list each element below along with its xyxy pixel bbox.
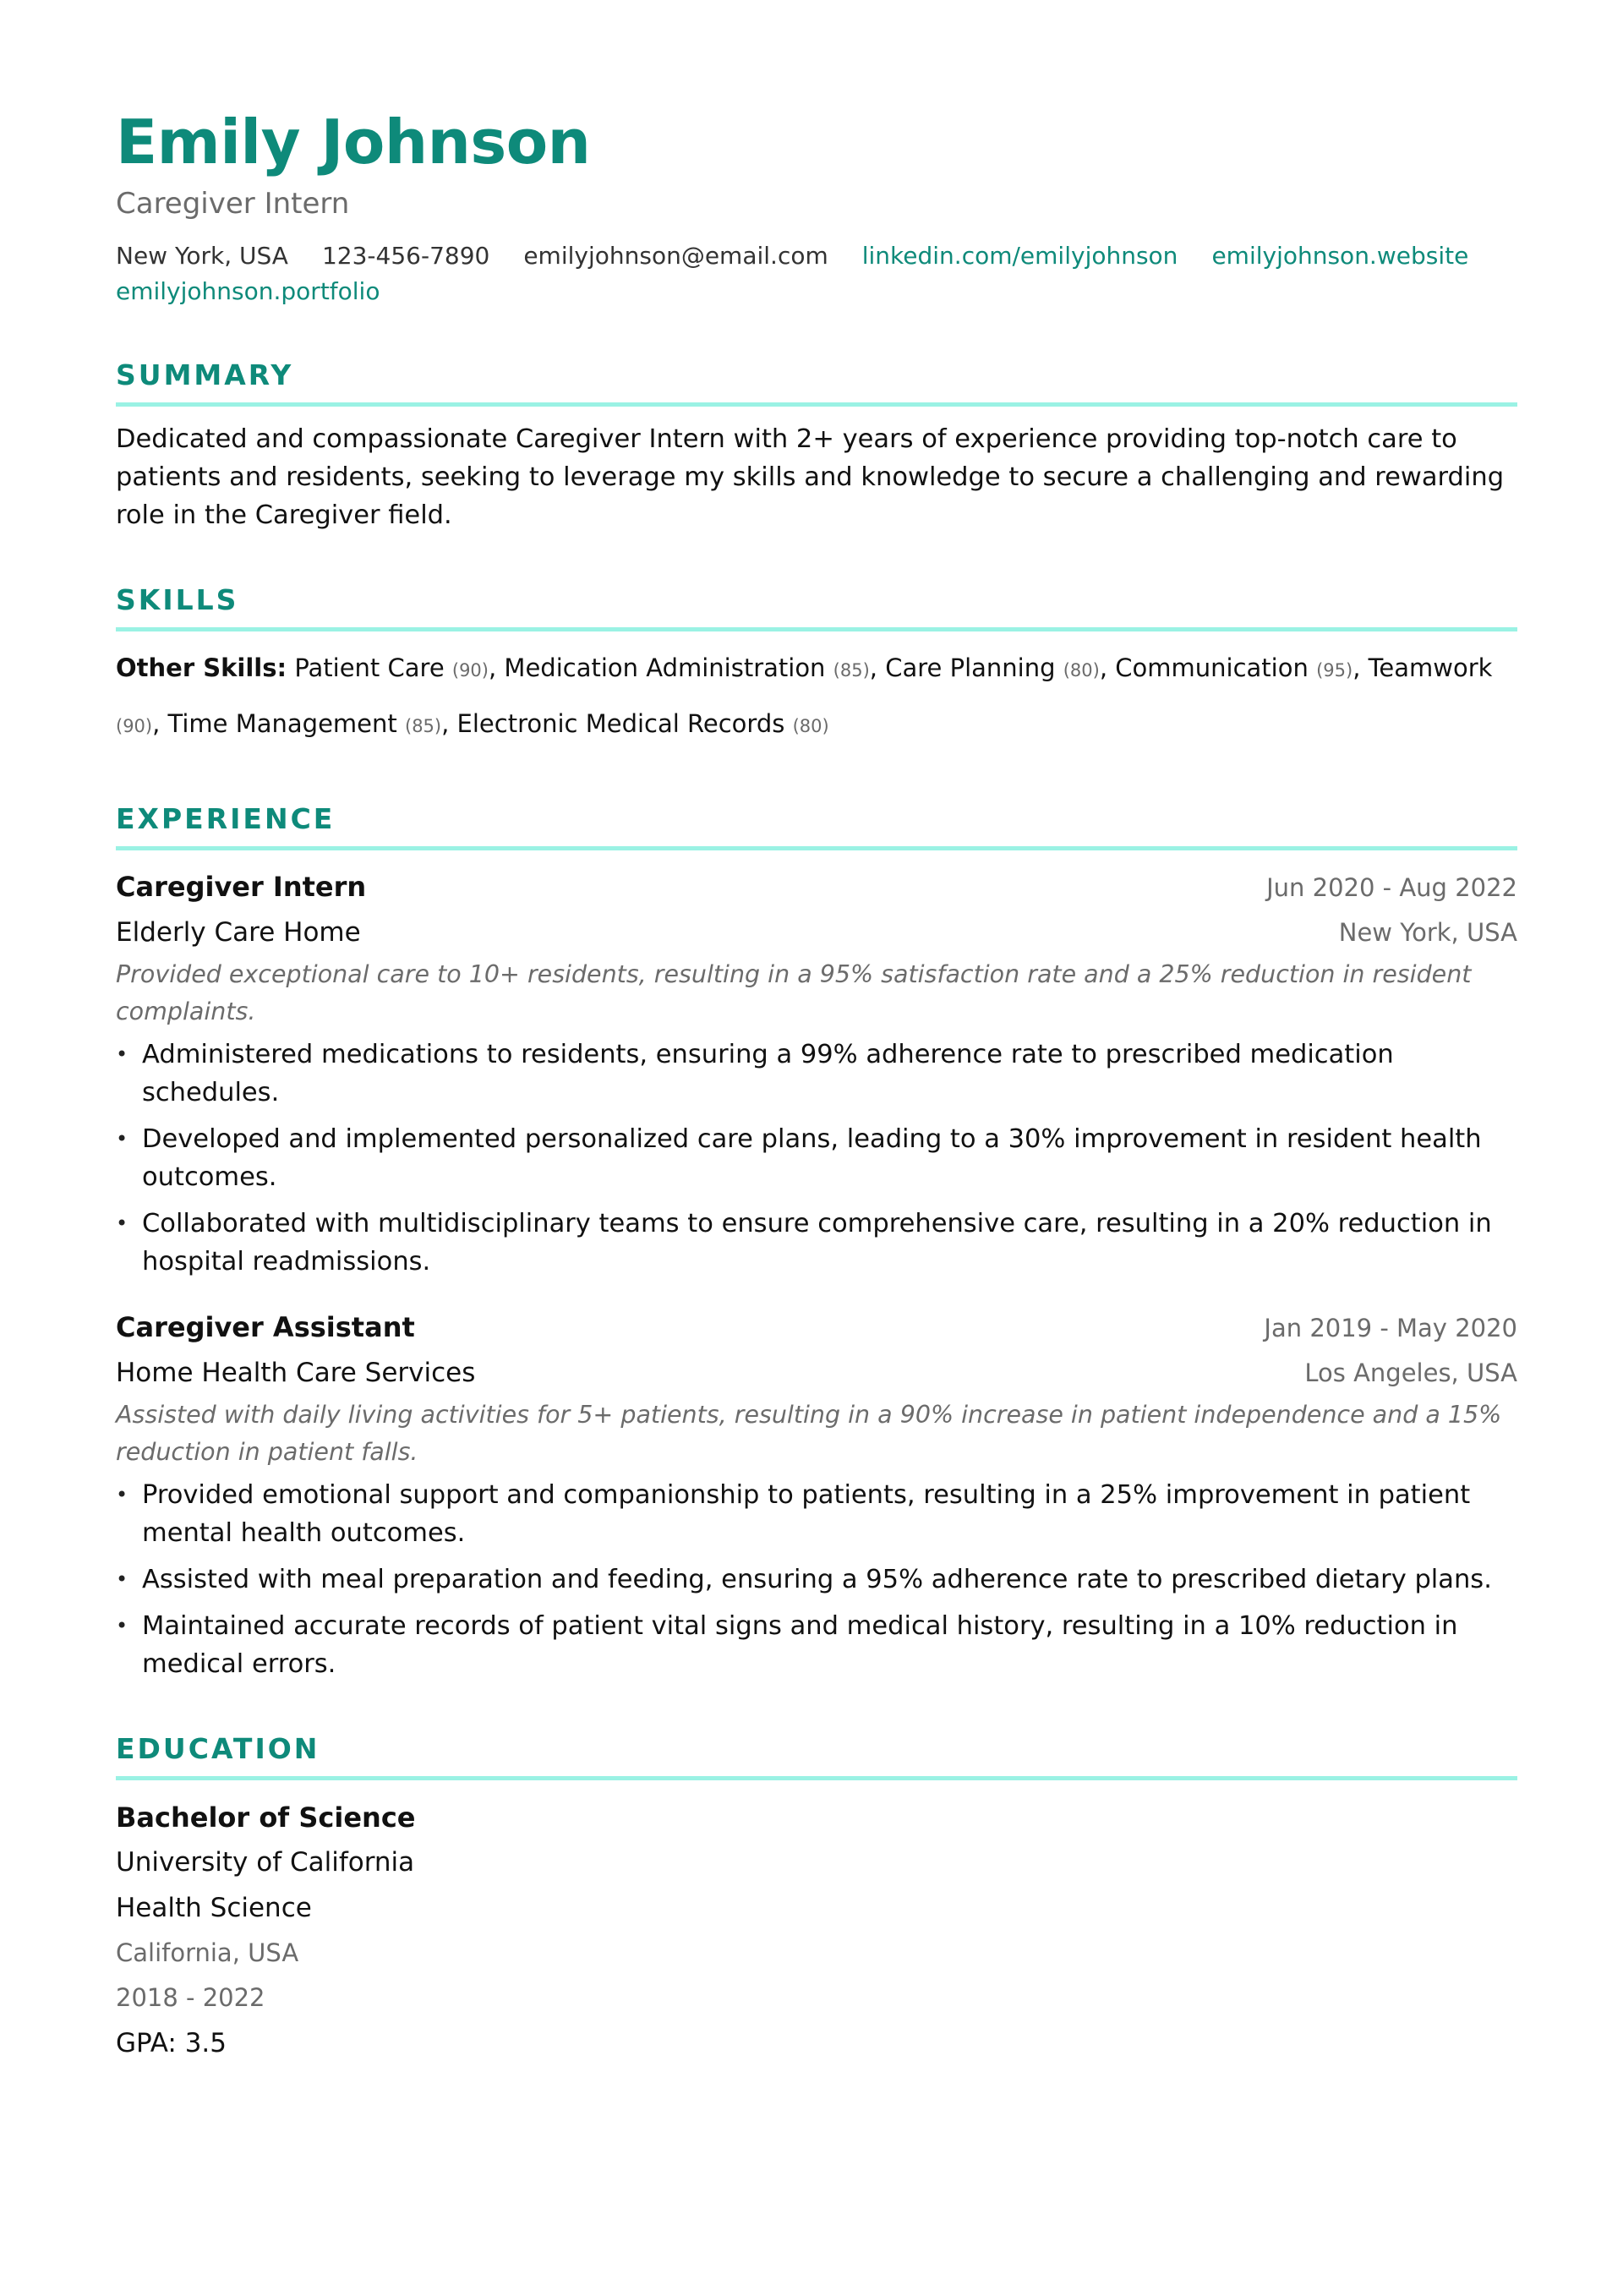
skills-section bbox=[116, 582, 1517, 753]
job-dates: Jan 2019 - May 2020 bbox=[1264, 1314, 1517, 1342]
skill-level: (90) bbox=[451, 660, 489, 681]
edu-degree: Bachelor of Science bbox=[116, 1801, 416, 1834]
experience-section bbox=[116, 801, 1517, 1683]
summary-section bbox=[116, 357, 1517, 534]
skill-level: (95) bbox=[1316, 660, 1353, 681]
summary-heading: SUMMARY bbox=[116, 357, 1517, 407]
skills-label: Other Skills: bbox=[116, 653, 287, 682]
experience-heading: EXPERIENCE bbox=[116, 801, 1517, 850]
bullet-icon: • bbox=[116, 1042, 128, 1066]
job-company: Elderly Care Home bbox=[116, 917, 361, 948]
edu-field: Health Science bbox=[116, 1893, 312, 1923]
skill-level: (90) bbox=[116, 716, 153, 736]
job-description: Provided exceptional care to 10+ residents, resulting in a 95% satisfaction rate and a 25% reduction in resident complaints. bbox=[116, 960, 1472, 1025]
bullet-icon: • bbox=[116, 1614, 128, 1637]
bullet-item: • Developed and implemented personalized care plans, leading to a 30% improvement in resident health outcomes. bbox=[116, 1120, 1517, 1196]
bullet-item: • Maintained accurate records of patient vital signs and medical history, resulting in a 10% reduction in medical errors. bbox=[116, 1607, 1517, 1683]
job-bullets bbox=[116, 1036, 1517, 1281]
skill-level: (85) bbox=[833, 660, 870, 681]
bullet-item: • Administered medications to residents, ensuring a 99% adherence rate to prescribed medication schedules. bbox=[116, 1036, 1517, 1112]
bullet-icon: • bbox=[116, 1483, 128, 1506]
portfolio-link[interactable]: emilyjohnson.portfolio bbox=[116, 277, 380, 305]
education-section bbox=[116, 1730, 1517, 2066]
bullet-item: • Provided emotional support and companionship to patients, resulting in a 25% improvement in patient mental health outcomes. bbox=[116, 1476, 1517, 1552]
candidate-title: Caregiver Intern bbox=[116, 187, 350, 221]
job-company: Home Health Care Services bbox=[116, 1358, 476, 1388]
contact-bar bbox=[116, 238, 1517, 309]
skill-item: Patient Care (90) bbox=[294, 653, 489, 682]
job-description: Assisted with daily living activities for 5+ patients, resulting in a 90% increase in patient independence and a 15% reduction in patient falls. bbox=[116, 1401, 1502, 1466]
bullet-icon: • bbox=[116, 1127, 128, 1151]
job-dates: Jun 2020 - Aug 2022 bbox=[1266, 873, 1517, 902]
job-bullets bbox=[116, 1476, 1517, 1683]
bullet-item: • Assisted with meal preparation and feeding, ensuring a 95% adherence rate to prescribed dietary plans. bbox=[116, 1561, 1517, 1599]
job-location: New York, USA bbox=[1338, 918, 1517, 947]
linkedin-link[interactable]: linkedin.com/emilyjohnson bbox=[861, 242, 1178, 270]
job-title: Caregiver Assistant bbox=[116, 1311, 415, 1343]
skill-item: Medication Administration (85) bbox=[504, 653, 870, 682]
job-location: Los Angeles, USA bbox=[1304, 1358, 1517, 1387]
edu-school: University of California bbox=[116, 1847, 415, 1878]
job-entry bbox=[116, 866, 1517, 1281]
contact-email: emilyjohnson@email.com bbox=[523, 242, 828, 270]
edu-location: California, USA bbox=[116, 1938, 299, 1967]
summary-text: Dedicated and compassionate Caregiver Intern with 2+ years of experience providing top-notch care to patients and residents, seeking to leverage my skills and knowledge to secure a challenging and rewarding role in the Caregiver field. bbox=[116, 424, 1505, 530]
candidate-name: Emily Johnson bbox=[116, 107, 591, 178]
skill-item: Time Management (85) bbox=[167, 709, 442, 738]
skill-item: Care Planning (80) bbox=[885, 653, 1100, 682]
skill-item: Communication (95) bbox=[1115, 653, 1353, 682]
job-title: Caregiver Intern bbox=[116, 871, 367, 903]
education-heading: EDUCATION bbox=[116, 1730, 1517, 1780]
bullet-item: • Collaborated with multidisciplinary teams to ensure comprehensive care, resulting in a 20% reduction in hospital readmissions. bbox=[116, 1205, 1517, 1281]
education-entry bbox=[116, 1796, 1517, 2066]
contact-phone: 123-456-7890 bbox=[321, 242, 490, 270]
skills-heading: SKILLS bbox=[116, 582, 1517, 631]
skill-level: (85) bbox=[405, 716, 442, 736]
contact-location: New York, USA bbox=[116, 242, 288, 270]
skill-level: (80) bbox=[792, 716, 829, 736]
edu-gpa: GPA: 3.5 bbox=[116, 2028, 227, 2058]
bullet-icon: • bbox=[116, 1211, 128, 1235]
skill-item: Teamwork (90) bbox=[116, 653, 1493, 736]
skills-list: Other Skills: Patient Care (90), Medication Administration (85), Care Planning (80), Communication (95), Teamwork (90), Time Management (85), Electronic Medical Records (80) bbox=[116, 653, 1493, 738]
bullet-icon: • bbox=[116, 1567, 128, 1591]
website-link[interactable]: emilyjohnson.website bbox=[1211, 242, 1469, 270]
skill-level: (80) bbox=[1063, 660, 1100, 681]
job-entry bbox=[116, 1306, 1517, 1683]
skill-item: Electronic Medical Records (80) bbox=[456, 709, 829, 738]
edu-years: 2018 - 2022 bbox=[116, 1983, 265, 2012]
